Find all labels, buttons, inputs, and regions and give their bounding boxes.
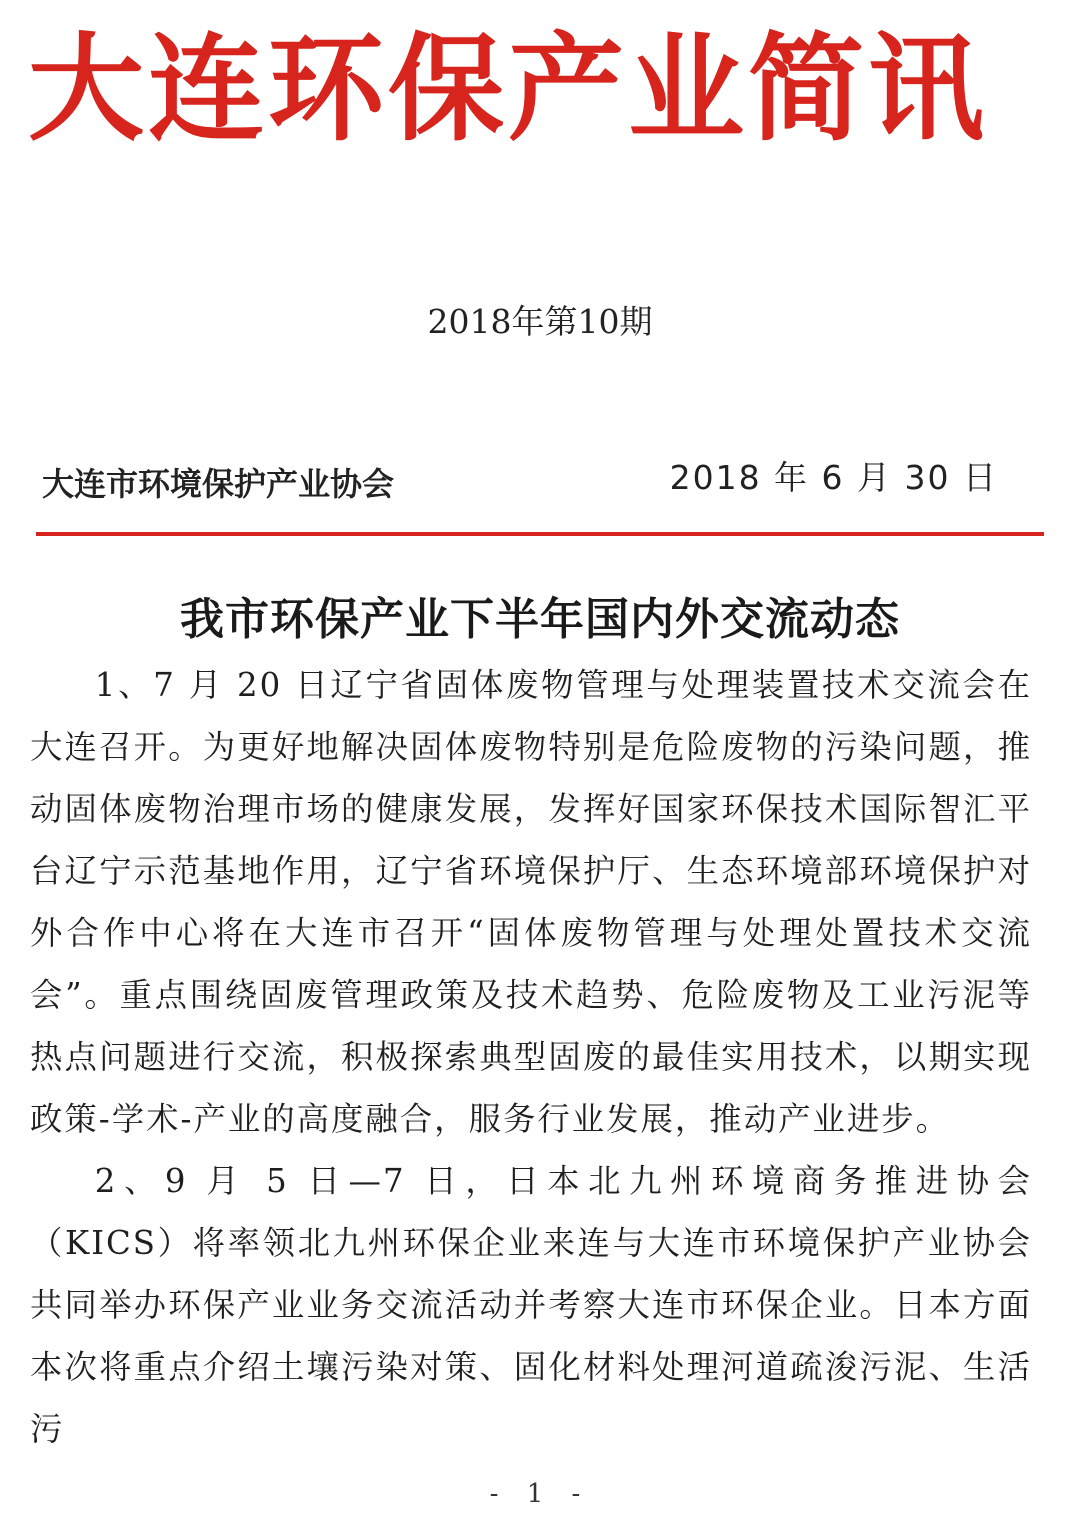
article-paragraph: 2、9 月 5 日—7 日，日本北九州环境商务推进协会（KICS）将率领北九州环保企业来连与大连市环境保护产业协会共同举办环保产业业务交流活动并考察大连市环保企业。日本方面本次将重点介绍土壤污染对策、固化材料处理河道疏浚污泥、生活污 [30,1162,1032,1448]
publication-date: 2018 年 6 月 30 日 [669,458,998,497]
organization-name: 大连市环境保护产业协会 [42,465,395,503]
article-paragraph: 1、7 月 20 日辽宁省固体废物管理与处理装置技术交流会在大连召开。为更好地解决固体废物特别是危险废物的污染问题，推动固体废物治理市场的健康发展，发挥好国家环保技术国际智汇平台辽宁示范基地作用，辽宁省环境保护厅、生态环境部环境保护对外合作中心将在大连市召开“固体废物管理与处理处置技术交流会”。重点围绕固废管理政策及技术趋势、危险废物及工业污泥等热点问题进行交流，积极探索典型固废的最佳实用技术，以期实现政策-学术-产业的高度融合，服务行业发展，推动产业进步。 [30,666,1032,1138]
header-divider [36,532,1044,536]
page-number: - 1 - [489,1479,591,1509]
article-title: 我市环保产业下半年国内外交流动态 [180,594,900,645]
issue-number: 2018年第10期 [427,302,653,341]
article-body [30,654,1032,1460]
masthead-title: 大连环保产业简讯 [28,21,988,157]
